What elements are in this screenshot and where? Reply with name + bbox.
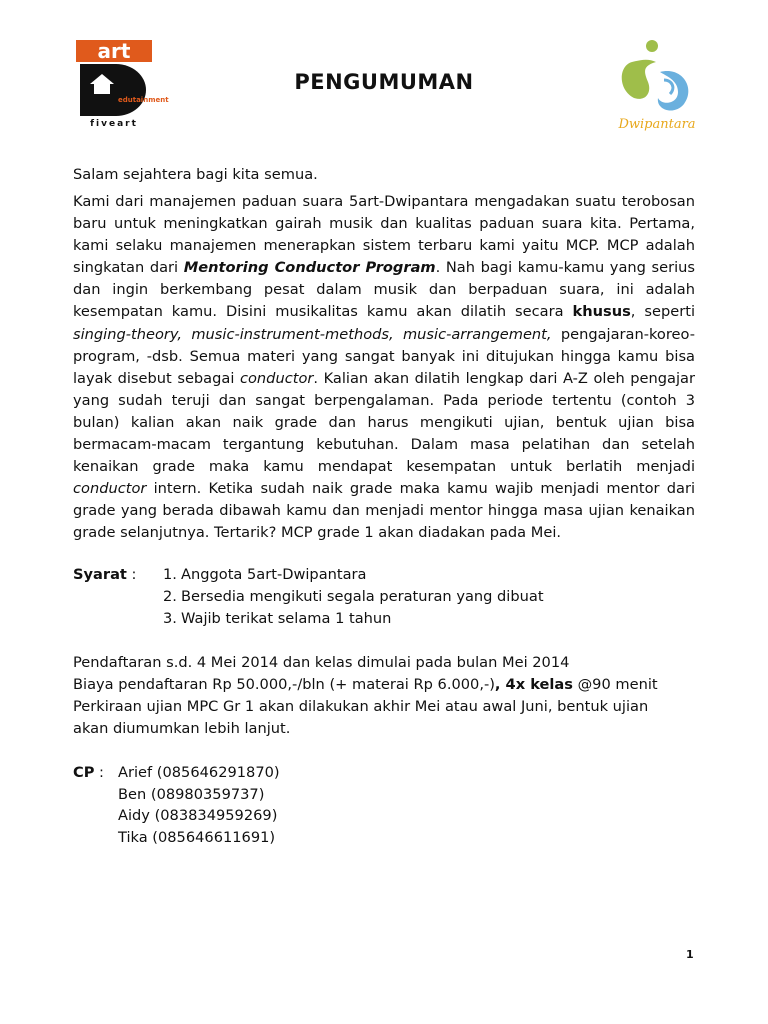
khusus-term: khusus [572, 303, 631, 321]
exam-estimate: Perkiraan ujian MPC Gr 1 akan dilakukan akhir Mei atau awal Juni, bentuk ujian [73, 698, 649, 715]
registration-info [73, 652, 658, 740]
list-item: 2. Bersedia mengikuti segala peraturan yang dibuat [163, 588, 544, 605]
dwipantara-logo [612, 36, 702, 134]
paragraph-text: , seperti [630, 303, 695, 321]
list-item: Syarat : 1. Anggota 5art-Dwipantara [73, 564, 544, 586]
list-item: Tika (085646611691) [118, 828, 276, 846]
conductor-term: conductor [73, 480, 147, 498]
mcp-term: Mentoring Conductor Program [183, 259, 436, 277]
requirements-label: Syarat : [73, 566, 137, 583]
svg-text:fiveart: fiveart [90, 119, 138, 129]
paragraph-text: Kami dari manajemen paduan suara 5art-Dwipantara mengadakan suatu terobosan baru untuk meningkatkan gairah musik dan kualitas paduan suara kita. Pertama, kami selaku manajemen menerapkan sistem terbaru kami yaitu MCP. MCP adalah singkatan dari [73, 193, 695, 277]
paragraph-text: . Nah bagi kamu-kamu yang serius dan ingin berkembang pesat dalam musik dan berpaduan suara, ini adalah kesempatan kamu. Disini musikalitas kamu akan dilatih secara [73, 259, 695, 321]
svg-text:Dwipantara: Dwipantara [618, 117, 696, 132]
contact-persons [73, 762, 280, 848]
page-title: PENGUMUMAN [294, 70, 474, 94]
cp-label: CP : [73, 764, 104, 781]
paragraph-text: pengajaran-koreo-program, -dsb. Semua materi yang sangat banyak ini ditujukan hingga kamu bisa layak disebut sebagai [73, 325, 695, 387]
list-item: Aidy (083834959269) [118, 807, 278, 824]
topics-term: singing-theory, music-instrument-methods, music-arrangement, [73, 325, 552, 343]
svg-text:art: art [97, 39, 131, 63]
conductor-term: conductor [239, 369, 314, 387]
paragraph-text: intern. Ketika sudah naik grade maka kamu wajib menjadi mentor dari grade yang berada dibawah kamu dan menjadi mentor hingga masa ujian kenaikan grade selanjutnya. Tertarik? MCP grade 1 akan diadakan pada Mei. [73, 480, 695, 542]
list-item: 3. Wajib terikat selama 1 tahun [163, 610, 392, 627]
exam-estimate-cont: akan diumumkan lebih lanjut. [73, 720, 291, 737]
paragraph-text: . Kalian akan dilatih lengkap dari A-Z oleh pengajar yang sudah teruji dan sangat berpengalaman. Pada periode tertentu (contoh 3 bulan) kalian akan naik grade dan harus mengikuti ujian, bentuk ujian bisa bermacam-macam tergantung kebutuhan. Dalam masa pelatihan dan setelah kenaikan grade maka kamu mendapat kesempatan untuk berlatih menjadi [73, 369, 695, 476]
registration-fee: Biaya pendaftaran Rp 50.000,-/bln (+ materai Rp 6.000,-), 4x kelas @90 menit [73, 676, 658, 693]
page-number: 1 [686, 948, 694, 961]
list-item: Ben (08980359737) [118, 785, 265, 803]
requirements-list [73, 564, 544, 630]
svg-text:edutainment: edutainment [118, 96, 169, 104]
greeting: Salam sejahtera bagi kita semua. [73, 166, 318, 183]
list-item: CP : Arief (085646291870) [73, 762, 280, 784]
registration-deadline: Pendaftaran s.d. 4 Mei 2014 dan kelas dimulai pada bulan Mei 2014 [73, 654, 570, 671]
announcement-paragraph [73, 191, 695, 545]
